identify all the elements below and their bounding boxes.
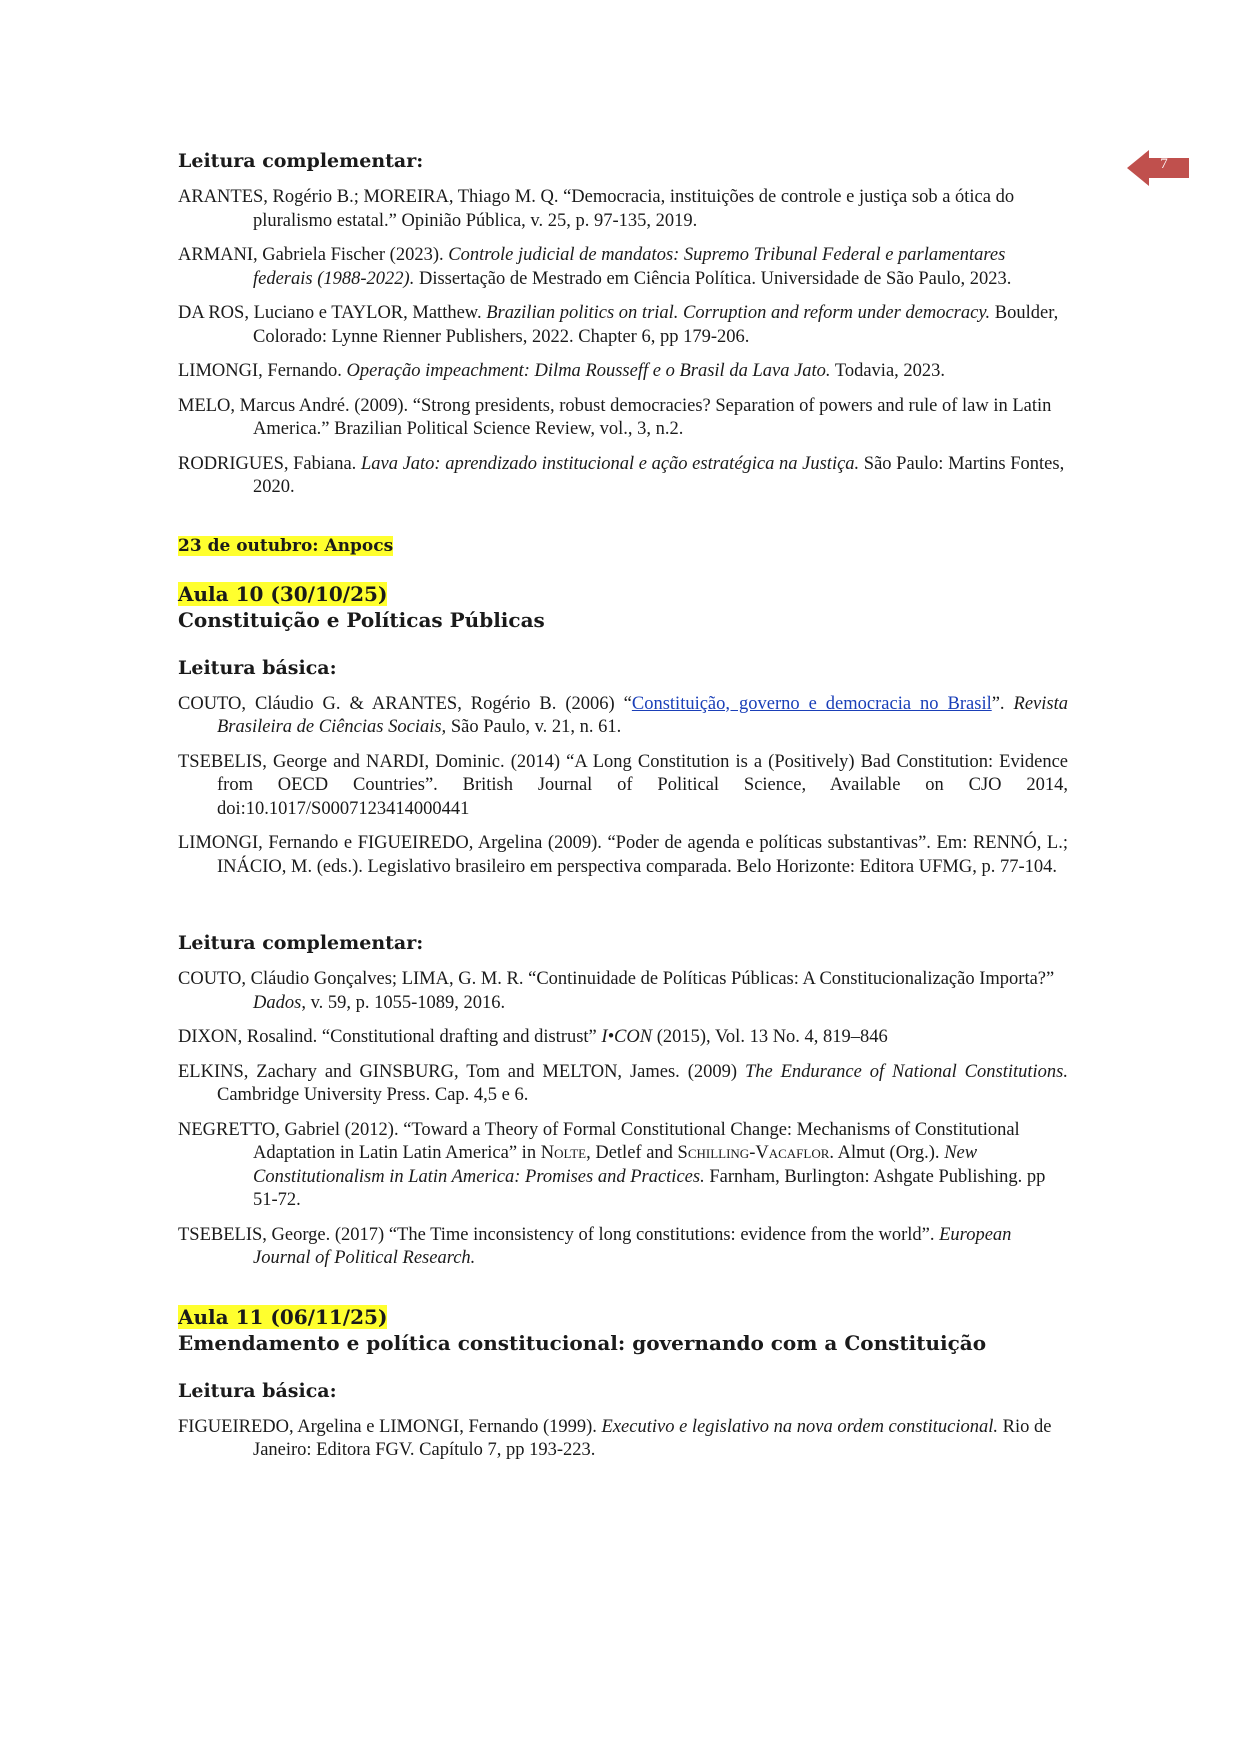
reference-item: LIMONGI, Fernando. Operação impeachment: Dilma Rousseff e o Brasil da Lava Jato. Todavia, 2023. <box>178 361 946 381</box>
page-number-badge <box>1127 150 1189 186</box>
reference-item: TSEBELIS, George. (2017) “The Time inconsistency of long constitutions: evidence from the world”. European Journal of Political Research. <box>178 1224 1012 1268</box>
section-heading: Leitura básica: <box>178 1379 337 1402</box>
lesson-label: Aula 11 (06/11/25) <box>178 1304 388 1329</box>
section-heading: Leitura básica: <box>178 656 337 679</box>
page-number: 7 <box>1160 156 1168 172</box>
lesson-title: Constituição e Políticas Públicas <box>178 607 545 632</box>
lesson-label: Aula 10 (30/10/25) <box>178 581 388 606</box>
section-heading: Leitura complementar: <box>178 150 424 172</box>
reference-link[interactable]: Constituição, governo e democracia no Brasil <box>631 693 992 714</box>
reference-item: NEGRETTO, Gabriel (2012). “Toward a Theory of Formal Constitutional Change: Mechanisms of Constitutional Adaptation in Latin Latin America” in Nolte, Detlef and Schilling-Vacaflor. Almut (Org.). New Constitutionalism in Latin America: Promises and Practices. Farnham, Burlington: Ashgate Publishing. pp 51-72. <box>178 1119 1046 1210</box>
reference-item: DIXON, Rosalind. “Constitutional drafting and distrust” I•CON (2015), Vol. 13 No. 4, 819–846 <box>178 1027 888 1047</box>
reference-item: TSEBELIS, George and NARDI, Dominic. (2014) “A Long Constitution is a (Positively) Bad Constitution: Evidence from OECD Countries”. British Journal of Political Science, Available on CJO 2014, doi:10.1017/S0007123414000441 <box>178 751 1068 819</box>
reference-item: ARMANI, Gabriela Fischer (2023). Controle judicial de mandatos: Supremo Tribunal Federal e parlamentares federais (1988-2022). Dissertação de Mestrado em Ciência Política. Universidade de São Paulo, 2023. <box>178 245 1012 289</box>
reference-item: RODRIGUES, Fabiana. Lava Jato: aprendizado institucional e ação estratégica na Justiça. São Paulo: Martins Fontes, 2020. <box>178 453 1065 497</box>
event-note: 23 de outubro: Anpocs <box>178 535 394 556</box>
reference-item: LIMONGI, Fernando e FIGUEIREDO, Argelina (2009). “Poder de agenda e políticas substantivas”. Em: RENNÓ, L.; INÁCIO, M. (eds.). Legislativo brasileiro em perspectiva comparada. Belo Horizonte: Editora UFMG, p. 77-104. <box>178 833 1068 877</box>
reference-item: ARANTES, Rogério B.; MOREIRA, Thiago M. Q. “Democracia, instituições de controle e justiça sob a ótica do pluralismo estatal.” Opinião Pública, v. 25, p. 97-135, 2019. <box>178 187 1015 231</box>
reference-item: ELKINS, Zachary and GINSBURG, Tom and MELTON, James. (2009) The Endurance of National Constitutions. Cambridge University Press. Cap. 4,5 e 6. <box>178 1061 1068 1105</box>
lesson-title: Emendamento e política constitucional: governando com a Constituição <box>178 1330 987 1355</box>
reference-item: COUTO, Cláudio G. & ARANTES, Rogério B. (2006) “Constituição, governo e democracia no Brasil”. Revista Brasileira de Ciências Sociais, São Paulo, v. 21, n. 61. <box>178 693 1068 737</box>
document-body <box>178 148 1068 1474</box>
reference-item: COUTO, Cláudio Gonçalves; LIMA, G. M. R. “Continuidade de Políticas Públicas: A Constitucionalização Importa?” Dados, v. 59, p. 1055-1089, 2016. <box>178 969 1055 1013</box>
reference-item: DA ROS, Luciano e TAYLOR, Matthew. Brazilian politics on trial. Corruption and reform under democracy. Boulder, Colorado: Lynne Rienner Publishers, 2022. Chapter 6, pp 179-206. <box>178 303 1059 347</box>
reference-item: FIGUEIREDO, Argelina e LIMONGI, Fernando (1999). Executivo e legislativo na nova ordem constitucional. Rio de Janeiro: Editora FGV. Capítulo 7, pp 193-223. <box>178 1416 1052 1460</box>
reference-item: MELO, Marcus André. (2009). “Strong presidents, robust democracies? Separation of powers and rule of law in Latin America.” Brazilian Political Science Review, vol., 3, n.2. <box>178 395 1052 439</box>
section-heading: Leitura complementar: <box>178 932 424 954</box>
